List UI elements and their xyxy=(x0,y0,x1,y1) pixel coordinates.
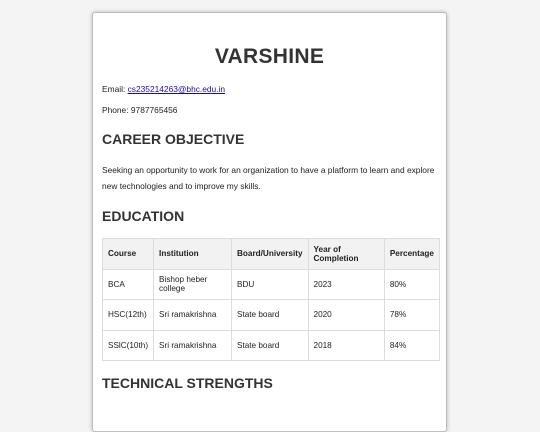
column-header-institution: Institution xyxy=(154,239,232,270)
column-header-year: Year of Completion xyxy=(308,239,384,270)
phone-line xyxy=(102,105,437,116)
column-header-course: Course xyxy=(103,239,154,270)
education-table xyxy=(102,238,440,361)
cell-year: 2018 xyxy=(308,330,384,361)
cell-percentage: 78% xyxy=(384,300,439,331)
cell-year: 2023 xyxy=(308,269,384,300)
email-link[interactable]: cs235214263@bhc.edu.in xyxy=(127,84,226,94)
column-header-board: Board/University xyxy=(231,239,308,270)
section-title-career-objective: CAREER OBJECTIVE xyxy=(102,131,245,147)
cell-institution: Sri ramakrishna xyxy=(154,330,232,361)
cell-institution: Bishop heber college xyxy=(154,269,232,300)
table-row xyxy=(103,330,440,361)
table-row xyxy=(103,269,440,300)
table-row xyxy=(103,300,440,331)
resume-document xyxy=(92,12,447,432)
resume-name: VARSHINE xyxy=(214,45,325,68)
phone-label: Phone: xyxy=(102,105,129,115)
cell-year: 2020 xyxy=(308,300,384,331)
column-header-percentage: Percentage xyxy=(384,239,439,270)
career-objective-text: Seeking an opportunity to work for an organization to have a platform to learn and explore new technologies and to improve my skills. xyxy=(102,165,435,191)
cell-percentage: 80% xyxy=(384,269,439,300)
cell-board: State board xyxy=(231,300,308,331)
table-header-row xyxy=(103,239,440,270)
section-title-technical-strengths: TECHNICAL STRENGTHS xyxy=(102,375,273,391)
email-line xyxy=(102,84,437,95)
section-title-education: EDUCATION xyxy=(102,208,185,224)
cell-institution: Sri ramakrishna xyxy=(154,300,232,331)
cell-course: HSC(12th) xyxy=(103,300,154,331)
cell-course: BCA xyxy=(103,269,154,300)
cell-percentage: 84% xyxy=(384,330,439,361)
phone-number: 9787765456 xyxy=(130,105,178,115)
email-label: Email: xyxy=(102,84,126,94)
cell-board: BDU xyxy=(231,269,308,300)
cell-board: State board xyxy=(231,330,308,361)
cell-course: SSlC(10th) xyxy=(103,330,154,361)
